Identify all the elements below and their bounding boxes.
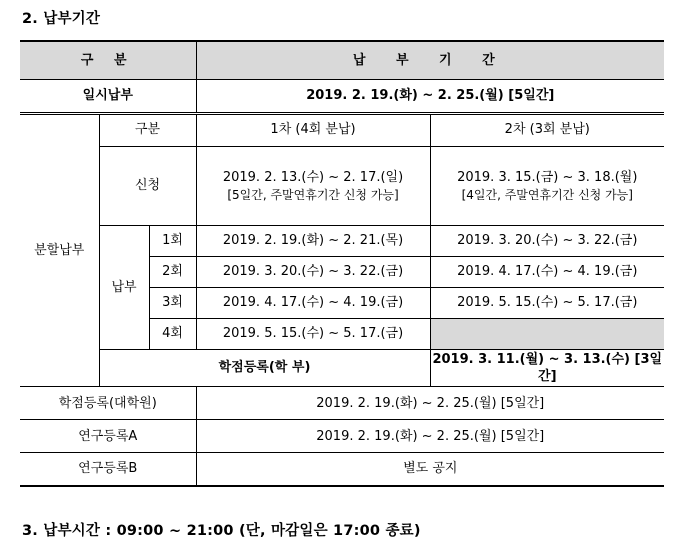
application-first-note: [5일간, 주말연휴기간 신청 가능] bbox=[227, 187, 399, 202]
round-second-period: 2019. 3. 20.(수) ~ 3. 22.(금) bbox=[430, 226, 664, 257]
application-second-cell bbox=[430, 146, 664, 225]
application-first-cell bbox=[196, 146, 430, 225]
round-second-period: 2019. 4. 17.(수) ~ 4. 19.(금) bbox=[430, 257, 664, 288]
lump-sum-period: 2019. 2. 19.(화) ~ 2. 25.(월) [5일간] bbox=[196, 79, 664, 113]
installment-first-header: 1차 (4회 분납) bbox=[196, 113, 430, 146]
header-category: 구 분 bbox=[20, 41, 196, 79]
payment-label: 납부 bbox=[99, 226, 149, 350]
research-a-period: 2019. 2. 19.(화) ~ 2. 25.(월) [5일간] bbox=[196, 420, 664, 453]
round-label: 3회 bbox=[149, 288, 196, 319]
section-2-title: 2. 납부기간 bbox=[22, 11, 101, 27]
credit-registration-grad-row bbox=[20, 387, 664, 420]
installment-subheader-label: 구분 bbox=[99, 113, 196, 146]
payment-round-row bbox=[20, 226, 664, 257]
application-row bbox=[20, 146, 664, 225]
credit-registration-grad-label: 학점등록(대학원) bbox=[20, 387, 196, 420]
installment-subheader-row bbox=[20, 113, 664, 146]
credit-registration-period: 2019. 3. 11.(월) ~ 3. 13.(수) [3일간] bbox=[430, 350, 664, 387]
application-second-note: [4일간, 주말연휴기간 신청 가능] bbox=[461, 187, 633, 202]
research-b-period: 별도 공지 bbox=[196, 453, 664, 486]
payment-schedule-table bbox=[20, 40, 664, 487]
round-second-period: 2019. 5. 15.(수) ~ 5. 17.(금) bbox=[430, 288, 664, 319]
table-header-row bbox=[20, 41, 664, 79]
application-second-period: 2019. 3. 15.(금) ~ 3. 18.(월) bbox=[457, 170, 638, 186]
round-label: 4회 bbox=[149, 319, 196, 350]
research-b-label: 연구등록B bbox=[20, 453, 196, 486]
round-second-empty bbox=[430, 319, 664, 350]
credit-registration-row bbox=[20, 350, 664, 387]
round-label: 2회 bbox=[149, 257, 196, 288]
round-label: 1회 bbox=[149, 226, 196, 257]
application-label: 신청 bbox=[99, 146, 196, 225]
research-a-label: 연구등록A bbox=[20, 420, 196, 453]
lump-sum-label: 일시납부 bbox=[20, 79, 196, 113]
round-first-period: 2019. 2. 19.(화) ~ 2. 21.(목) bbox=[196, 226, 430, 257]
research-a-row bbox=[20, 420, 664, 453]
section-3-title: 3. 납부시간 : 09:00 ~ 21:00 (단, 마감일은 17:00 종료) bbox=[22, 523, 421, 539]
installment-label: 분할납부 bbox=[20, 113, 99, 387]
research-b-row bbox=[20, 453, 664, 486]
credit-registration-grad-period: 2019. 2. 19.(화) ~ 2. 25.(월) [5일간] bbox=[196, 387, 664, 420]
credit-registration-label: 학점등록(학 부) bbox=[99, 350, 430, 387]
header-period: 납 부 기 간 bbox=[196, 41, 664, 79]
installment-second-header: 2차 (3회 분납) bbox=[430, 113, 664, 146]
round-first-period: 2019. 3. 20.(수) ~ 3. 22.(금) bbox=[196, 257, 430, 288]
lump-sum-row bbox=[20, 79, 664, 113]
application-first-period: 2019. 2. 13.(수) ~ 2. 17.(일) bbox=[222, 170, 404, 186]
round-first-period: 2019. 4. 17.(수) ~ 4. 19.(금) bbox=[196, 288, 430, 319]
round-first-period: 2019. 5. 15.(수) ~ 5. 17.(금) bbox=[196, 319, 430, 350]
